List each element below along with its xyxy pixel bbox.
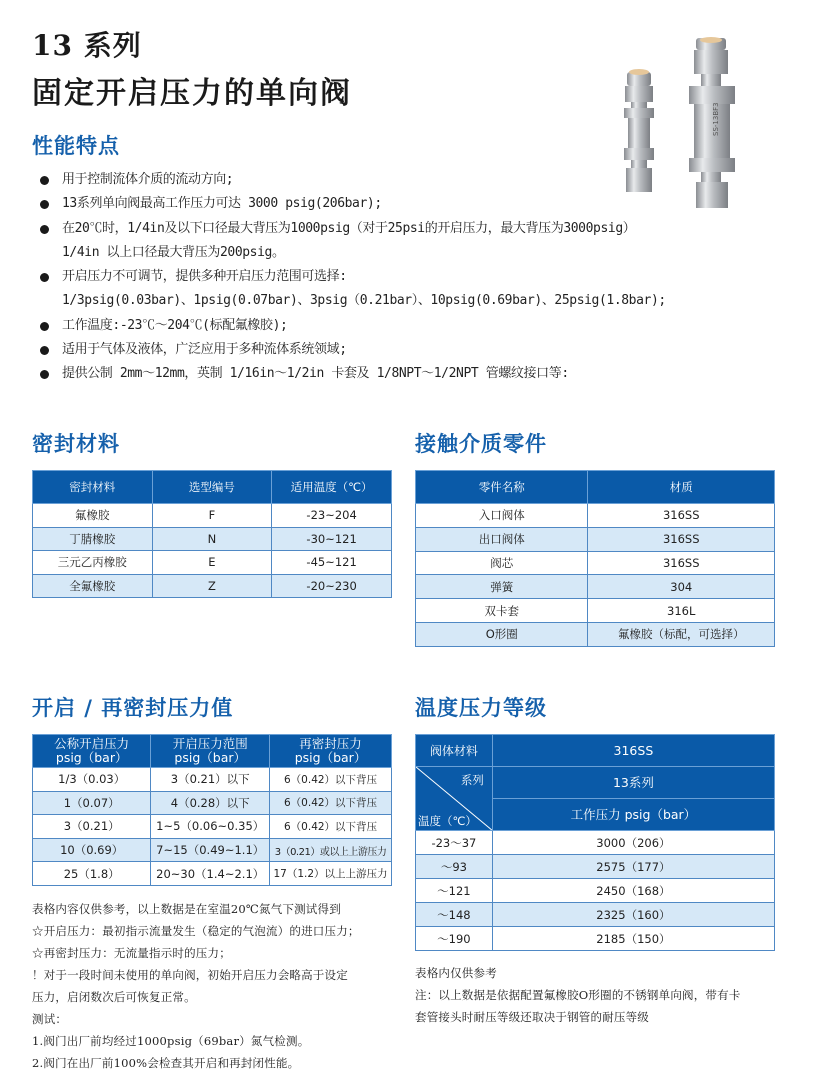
table-row: 10（0.69） 7~15（0.49~1.1） 3（0.21）或以上上游压力	[33, 838, 392, 862]
table-row: 双卡套 316L	[416, 599, 775, 623]
feature-item: 用于控制流体介质的流动方向;	[40, 168, 780, 192]
page-title: 固定开启压力的单向阀	[32, 76, 352, 111]
diagonal-header-cell	[416, 767, 493, 831]
bullet-icon	[40, 322, 49, 331]
wetted-parts-heading: 接触介质零件	[415, 431, 547, 456]
seal-materials-heading: 密封材料	[32, 431, 120, 456]
table-row: 25（1.8） 20~30（1.4~2.1） 17（1.2）以上上游压力	[33, 862, 392, 886]
bullet-icon	[40, 225, 49, 234]
bullet-icon	[40, 273, 49, 282]
crack-pressure-table	[32, 734, 392, 886]
table-row: 丁腈橡胶 N -30~121	[33, 527, 392, 551]
table-row: 弹簧 304	[416, 575, 775, 599]
temp-pressure-notes: 表格内仅供参考 注：以上数据是依据配置氟橡胶O形圈的不锈钢单向阀，带有卡 套管接头时耐压等级还取决于钢管的耐压等级	[415, 966, 741, 1024]
feature-item: 13系列单向阀最高工作压力可达 3000 psig(206bar);	[40, 192, 780, 216]
crack-pressure-notes: 表格内容仅供参考，以上数据是在室温20℃氮气下测试得到 ☆开启压力：最初指示流量发生（稳定的气泡流）的进口压力； ☆再密封压力：无流量指示时的压力； ！对于一段时间未使用的单向阀，初始开启压力会略高于设定 压力，启闭数次后可恢复正常。 测试： 1.阀门出厂前均经过1000psig（69bar）氮气检测。 2.阀门在出厂前100%会检查其开启和再封闭性能。	[32, 902, 360, 1070]
series-label: 系列	[460, 773, 484, 787]
series-title: 13 系列	[32, 29, 142, 62]
wetted-parts-table	[415, 470, 775, 647]
table-row: ～148 2325（160）	[416, 903, 775, 927]
body-material-label: 阀体材料	[416, 735, 493, 767]
features-list	[40, 168, 780, 387]
column-header: 零件名称	[416, 471, 588, 504]
body-material-value: 316SS	[492, 735, 774, 767]
bullet-icon	[40, 370, 49, 379]
feature-item: 适用于气体及液体，广泛应用于多种流体系统领域;	[40, 338, 780, 362]
table-row: 入口阀体 316SS	[416, 504, 775, 528]
temp-pressure-heading: 温度压力等级	[415, 695, 547, 720]
table-row: 3（0.21） 1~5（0.06~0.35） 6（0.42）以下背压	[33, 815, 392, 839]
table-row: 出口阀体 316SS	[416, 527, 775, 551]
series-value: 13系列	[492, 767, 774, 799]
column-header: 公称开启压力 psig（bar）	[33, 735, 151, 768]
table-row: 1/3（0.03） 3（0.21）以下 6（0.42）以下背压	[33, 768, 392, 792]
column-header: 适用温度（℃）	[272, 471, 392, 504]
crack-pressure-heading: 开启 / 再密封压力值	[32, 695, 234, 720]
pressure-label: 工作压力 psig（bar）	[492, 799, 774, 831]
svg-text:SS-13BF3: SS-13BF3	[712, 102, 720, 136]
table-row: -23～37 3000（206）	[416, 831, 775, 855]
feature-item: 工作温度:-23℃～204℃(标配氟橡胶);	[40, 314, 780, 338]
table-row: ～190 2185（150）	[416, 927, 775, 951]
table-row: 全氟橡胶 Z -20~230	[33, 574, 392, 598]
seal-materials-table	[32, 470, 392, 598]
feature-item: 在20℃时，1/4in及以下口径最大背压为1000psig（对于25psi的开启压力，最大背压为3000psig） 1/4in 以上口径最大背压为200psig。	[40, 217, 780, 266]
table-row: 氟橡胶 F -23~204	[33, 504, 392, 528]
feature-item: 提供公制 2mm～12mm，英制 1/16in～1/2in 卡套及 1/8NPT～1/2NPT 管螺纹接口等:	[40, 362, 780, 386]
table-row: 1（0.07） 4（0.28）以下 6（0.42）以下背压	[33, 791, 392, 815]
feature-item: 开启压力不可调节，提供多种开启压力范围可选择: 1/3psig(0.03bar)、1psig(0.07bar)、3psig（0.21bar）、10psig(0.69bar)、25psig(1.8bar);	[40, 265, 780, 314]
bullet-icon	[40, 346, 49, 355]
temperature-label: 温度（℃）	[418, 814, 477, 828]
column-header: 再密封压力 psig（bar）	[270, 735, 392, 768]
table-row: 阀芯 316SS	[416, 551, 775, 575]
table-row: ～121 2450（168）	[416, 879, 775, 903]
bullet-icon	[40, 200, 49, 209]
table-row: ～93 2575（177）	[416, 855, 775, 879]
column-header: 选型编号	[152, 471, 272, 504]
column-header: 密封材料	[33, 471, 153, 504]
temp-pressure-table	[415, 734, 775, 951]
table-row: O形圈 氟橡胶（标配，可选择）	[416, 622, 775, 646]
table-row: 三元乙丙橡胶 E -45~121	[33, 551, 392, 575]
column-header: 材质	[588, 471, 775, 504]
column-header: 开启压力范围 psig（bar）	[151, 735, 270, 768]
bullet-icon	[40, 176, 49, 185]
features-heading: 性能特点	[32, 133, 120, 158]
